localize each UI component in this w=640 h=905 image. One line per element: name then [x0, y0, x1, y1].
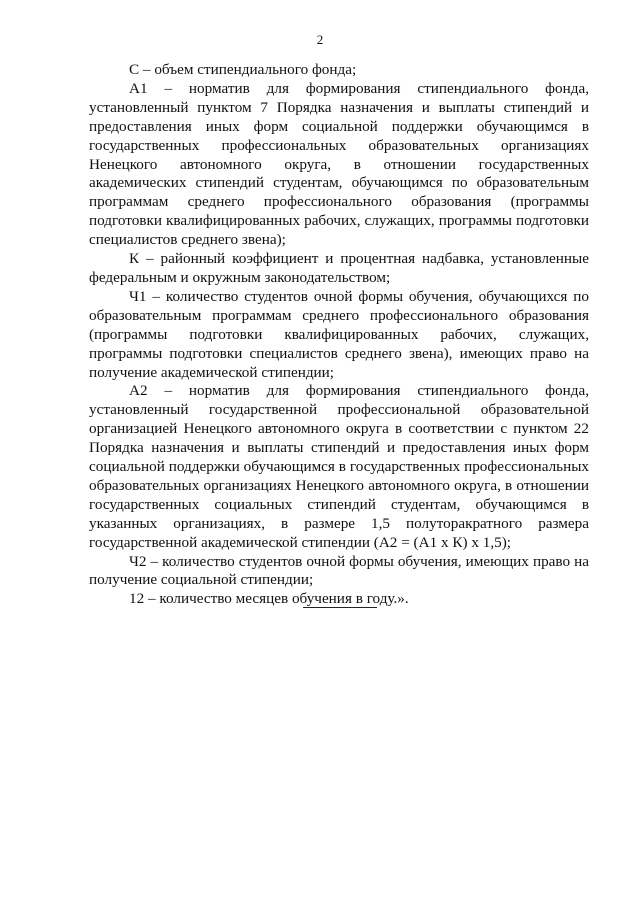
paragraph-a2-definition: А2 – норматив для формирования стипендиального фонда, установленный государственной профессиональной образовательной организацией Ненецкого автономного округа в соответствии с пунктом 22 Порядка назначения и выплаты стипендий и предоставления иных форм социальной поддержки обучающимся в государственных профессиональных образовательных организациях Ненецкого автономного округа, в отношении государственных социальных стипендий студентам, обучающимся в указанных организациях, в размере 1,5 полуторакратного размера государственной академической стипендии (А2 = (А1 х К) х 1,5); [89, 382, 589, 551]
paragraph-k-definition: К – районный коэффициент и процентная надбавка, установленные федеральным и окружным законодательством; [89, 250, 589, 286]
paragraph-ch1-definition: Ч1 – количество студентов очной формы обучения, обучающихся по образовательным программам среднего профессионального образования (программы подготовки квалифицированных рабочих, служащих, программы подготовки специалистов среднего звена), имеющих право на получение академической стипендии; [89, 287, 589, 381]
paragraph-c-definition: С – объем стипендиального фонда; [129, 61, 357, 78]
document-body [89, 61, 589, 609]
paragraph-ch2-definition: Ч2 – количество студентов очной формы обучения, имеющих право на получение социальной стипендии; [89, 552, 589, 589]
paragraph-a1-definition: А1 – норматив для формирования стипендиального фонда, установленный пунктом 7 Порядка назначения и выплаты стипендий и предоставления иных форм социальной поддержки обучающимся в государственных профессиональных образовательных организациях Ненецкого автономного округа, в отношении государственных академических стипендий студентам, обучающимся по образовательным программам среднего профессионального образования (программы подготовки квалифицированных рабочих, служащих, программы подготовки специалистов среднего звена); [89, 79, 589, 249]
paragraph-12-definition: 12 – количество месяцев обучения в году.». [129, 590, 409, 608]
closing-rule [303, 607, 377, 608]
page-number: 2 [316, 32, 324, 47]
